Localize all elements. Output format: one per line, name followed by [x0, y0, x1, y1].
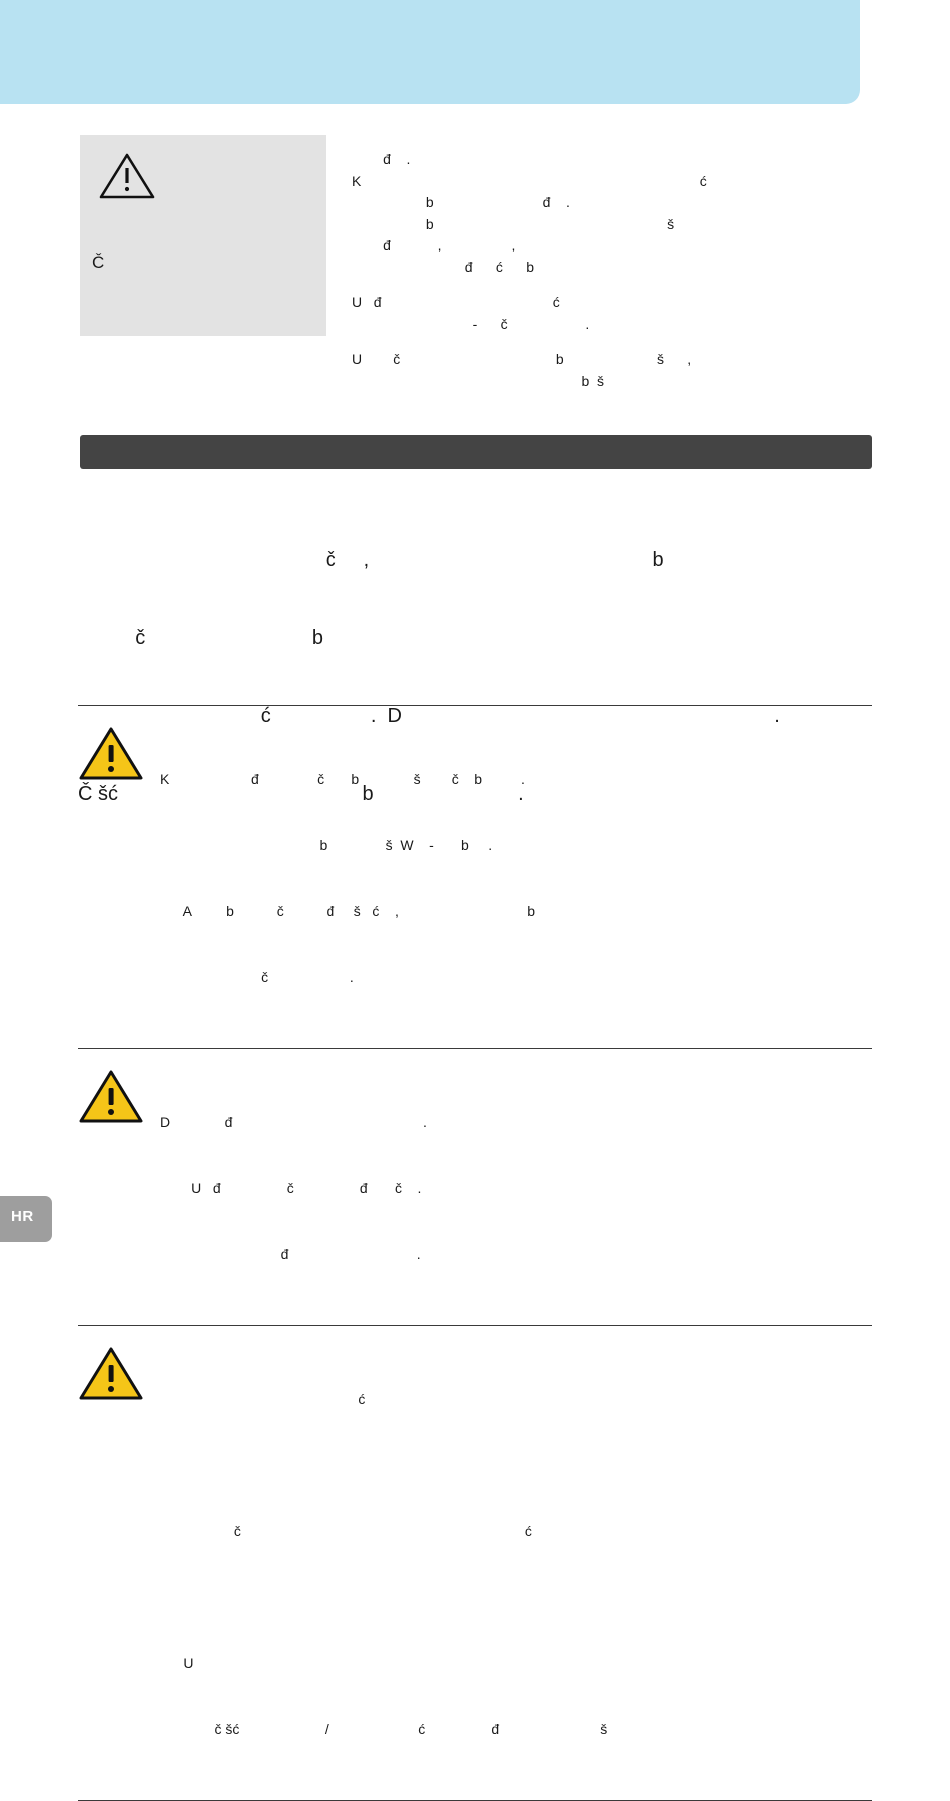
- notice-text: [352, 149, 872, 392]
- warning-row: [78, 1325, 872, 1801]
- notice-line: đ ć b: [352, 258, 535, 275]
- warning-row: [78, 705, 872, 1048]
- notice-line: U đ ć: [352, 294, 560, 310]
- warning-triangle-yellow-icon: [78, 726, 154, 782]
- language-tab: [0, 1196, 52, 1242]
- warning-list: [78, 705, 872, 1801]
- warning-line: ć: [160, 1391, 366, 1407]
- warning-text: [160, 1067, 872, 1309]
- warning-triangle-yellow-icon: [78, 1069, 154, 1125]
- warning-line: [160, 1454, 872, 1476]
- intro-line: ć . D .: [183, 705, 780, 727]
- notice-line: - č .: [352, 315, 590, 332]
- warning-line: D đ .: [160, 1114, 427, 1130]
- notice-line: K ć: [352, 172, 707, 189]
- warning-line: U đ č đ č .: [160, 1180, 422, 1196]
- intro-line: Č šć b .: [78, 783, 524, 805]
- warning-line: [160, 1586, 872, 1608]
- section-title-bar: [80, 435, 872, 469]
- notice-grey-label: Č: [92, 253, 105, 272]
- notice-line: b š: [352, 215, 675, 232]
- intro-line: č , b: [248, 549, 664, 571]
- notice-line: b đ .: [352, 194, 570, 210]
- warning-line: đ .: [160, 1246, 421, 1262]
- warning-row: [78, 1048, 872, 1325]
- warning-line: č .: [160, 969, 490, 985]
- notice-line: U č b š ,: [352, 351, 692, 367]
- warning-line: č ć: [160, 1523, 532, 1539]
- warning-text: [160, 724, 872, 1032]
- notice-line: đ .: [352, 151, 411, 167]
- warning-line: č šć / ć đ š: [160, 1721, 608, 1737]
- warning-line: K đ č b š č b .: [160, 771, 525, 787]
- intro-line: č b: [113, 627, 324, 649]
- warning-line: A b č đ š ć , b: [160, 903, 535, 919]
- warning-triangle-yellow-icon: [78, 1346, 154, 1402]
- page-header-banner: [0, 0, 860, 104]
- warning-line: b š W - b .: [160, 837, 493, 853]
- language-tab-label: HR: [11, 1208, 34, 1225]
- warning-triangle-outline-icon: [98, 151, 156, 201]
- notice-grey-box: [80, 135, 326, 336]
- notice-line: đ , ,: [352, 237, 516, 253]
- notice-line: b š: [352, 372, 605, 389]
- warning-text: [160, 1344, 872, 1784]
- warning-line: U: [160, 1655, 194, 1671]
